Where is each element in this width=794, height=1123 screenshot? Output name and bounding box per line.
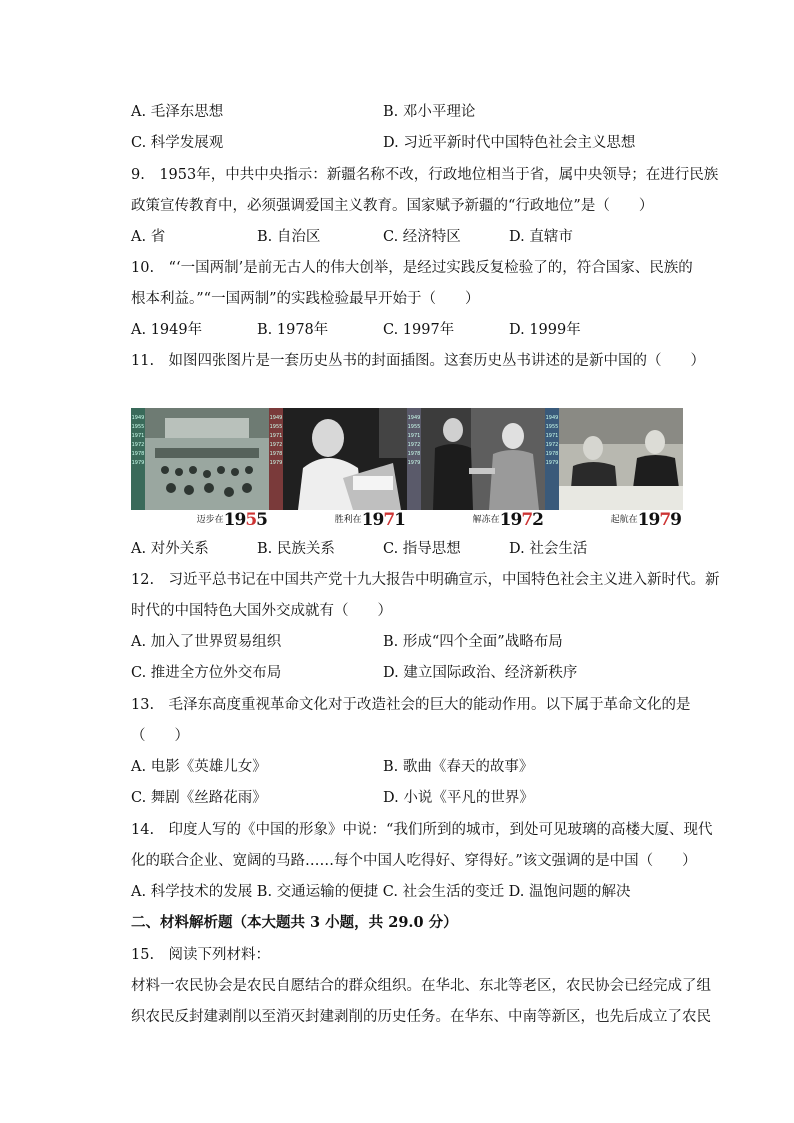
side-years: 1949 1955 1971 1972 1978 1979 — [269, 408, 283, 510]
caption-word: 解冻在 — [472, 515, 500, 525]
q8-option-a: A. 毛泽东思想 — [131, 104, 224, 120]
q12-option-b: B. 形成“四个全面”战略布局 — [383, 634, 563, 650]
signing-photo — [559, 408, 683, 510]
q9-stem-line2: 政策宣传教育中，必须强调爱国主义教育。国家赋予新疆的“行政地位”是（ ） — [131, 198, 654, 214]
q9-option-c: C. 经济特区 — [383, 229, 461, 245]
q13-stem-line1: 13. 毛泽东高度重视革命文化对于改造社会的巨大的能动作用。以下属于革命文化的是 — [131, 697, 691, 713]
q13-option-c: C. 舞剧《丝路花雨》 — [131, 790, 267, 806]
q11-stem-line1: 11. 如图四张图片是一套历史丛书的封面插图。这套历史丛书讲述的是新中国的（ ） — [131, 353, 706, 369]
q11-option-b: B. 民族关系 — [257, 541, 335, 557]
q10-option-d: D. 1999年 — [509, 322, 581, 338]
q9-option-d: D. 直辖市 — [509, 229, 573, 245]
q11-option-a: A. 对外关系 — [131, 541, 209, 557]
side-years: 1949 1955 1971 1972 1978 1979 — [131, 408, 145, 510]
q11-option-d: D. 社会生活 — [509, 541, 588, 557]
q13-option-b: B. 歌曲《春天的故事》 — [383, 759, 534, 775]
assembly-hall-photo — [145, 408, 269, 510]
q15-material-line2: 织农民反封建剥削以至消灭封建剥削的历史任务。在华东、中南等新区，也先后成立了农民 — [131, 1009, 711, 1025]
q9-option-a: A. 省 — [131, 229, 166, 245]
book-cover-panel-1972 — [407, 408, 545, 528]
q11-option-c: C. 指导思想 — [383, 541, 461, 557]
q13-option-d: D. 小说《平凡的世界》 — [383, 790, 534, 806]
q13-option-a: A. 电影《英雄儿女》 — [131, 759, 267, 775]
q8-option-d: D. 习近平新时代中国特色社会主义思想 — [383, 135, 636, 151]
q12-stem-line1: 12. 习近平总书记在中国共产党十九大报告中明确宣示，中国特色社会主义进入新时代。新 — [131, 572, 720, 588]
panel-caption: 起航在1979 — [545, 510, 683, 528]
q12-option-a: A. 加入了世界贸易组织 — [131, 634, 282, 650]
panel-caption: 解冻在1972 — [407, 510, 545, 528]
book-cover-strip — [131, 408, 683, 528]
side-years: 1949 1955 1971 1972 1978 1979 — [407, 408, 421, 510]
q9-stem-line1: 9. 1953年，中共中央指示：新疆名称不改，行政地位相当于省，属中央领导；在进行民族 — [131, 167, 719, 183]
q10-stem-line1: 10. “‘一国两制’是前无古人的伟大创举，是经过实践反复检验了的，符合国家、民族的 — [131, 260, 693, 276]
book-cover-panel-1971 — [269, 408, 407, 528]
q10-option-a: A. 1949年 — [131, 322, 203, 338]
q12-option-d: D. 建立国际政治、经济新秩序 — [383, 665, 578, 681]
panel-caption: 迈步在1955 — [131, 510, 269, 528]
handshake-photo — [421, 408, 545, 510]
caption-word: 迈步在 — [196, 515, 224, 525]
q14-options: A. 科学技术的发展 B. 交通运输的便捷 C. 社会生活的变迁 D. 温饱问题的解决 — [131, 884, 631, 900]
q12-stem-line2: 时代的中国特色大国外交成就有（ ） — [131, 603, 392, 619]
caption-word: 起航在 — [610, 515, 638, 525]
q13-stem-line2: （ ） — [131, 728, 189, 744]
un-delegate-photo — [283, 408, 407, 510]
section-heading: 二、材料解析题（本大题共 3 小题，共 29.0 分） — [131, 914, 458, 931]
book-cover-panel-1979 — [545, 408, 683, 528]
panel-caption: 胜利在1971 — [269, 510, 407, 528]
q9-option-b: B. 自治区 — [257, 229, 321, 245]
q8-option-c: C. 科学发展观 — [131, 135, 224, 151]
side-years: 1949 1955 1971 1972 1978 1979 — [545, 408, 559, 510]
q10-stem-line2: 根本利益。”“一国两制”的实践检验最早开始于（ ） — [131, 291, 480, 307]
caption-word: 胜利在 — [334, 515, 362, 525]
q12-option-c: C. 推进全方位外交布局 — [131, 665, 282, 681]
book-cover-panel-1955 — [131, 408, 269, 528]
q10-option-b: B. 1978年 — [257, 322, 329, 338]
q14-stem-line2: 化的联合企业、宽阔的马路……每个中国人吃得好、穿得好。”该文强调的是中国（ ） — [131, 853, 697, 869]
q14-stem-line1: 14. 印度人写的《中国的形象》中说：“我们所到的城市，到处可见玻璃的高楼大厦、现代 — [131, 822, 713, 838]
q15-stem-line1: 15. 阅读下列材料： — [131, 947, 271, 963]
q8-option-b: B. 邓小平理论 — [383, 104, 476, 120]
q10-option-c: C. 1997年 — [383, 322, 455, 338]
q15-material-line1: 材料一农民协会是农民自愿结合的群众组织。在华北、东北等老区，农民协会已经完成了组 — [131, 978, 711, 994]
